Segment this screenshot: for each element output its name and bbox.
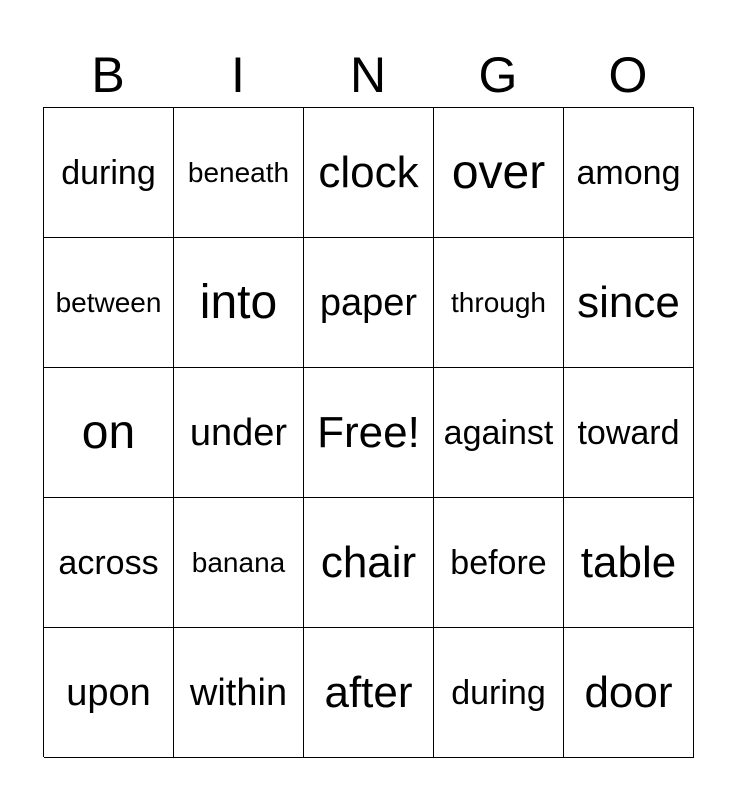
bingo-cell[interactable]: on: [44, 368, 174, 498]
bingo-cell[interactable]: banana: [174, 498, 304, 628]
bingo-cell[interactable]: between: [44, 238, 174, 368]
bingo-cell[interactable]: door: [564, 628, 694, 758]
bingo-cell[interactable]: clock: [304, 108, 434, 238]
bingo-cell[interactable]: against: [434, 368, 564, 498]
bingo-board: [43, 107, 694, 757]
header-letter-b: B: [91, 47, 125, 103]
bingo-cell[interactable]: before: [434, 498, 564, 628]
bingo-cell[interactable]: since: [564, 238, 694, 368]
bingo-cell[interactable]: under: [174, 368, 304, 498]
bingo-cell free-space[interactable]: Free!: [304, 368, 434, 498]
bingo-cell[interactable]: within: [174, 628, 304, 758]
header-letter-o: O: [608, 47, 648, 103]
bingo-cell[interactable]: chair: [304, 498, 434, 628]
header-letter-i: I: [231, 47, 245, 103]
bingo-cell[interactable]: table: [564, 498, 694, 628]
bingo-cell[interactable]: during: [44, 108, 174, 238]
bingo-cell[interactable]: beneath: [174, 108, 304, 238]
bingo-cell[interactable]: through: [434, 238, 564, 368]
bingo-cell[interactable]: upon: [44, 628, 174, 758]
bingo-cell[interactable]: across: [44, 498, 174, 628]
bingo-cell[interactable]: toward: [564, 368, 694, 498]
bingo-cell[interactable]: after: [304, 628, 434, 758]
header-letter-n: N: [349, 47, 387, 103]
bingo-cell[interactable]: among: [564, 108, 694, 238]
bingo-cell[interactable]: over: [434, 108, 564, 238]
header-letter-g: G: [478, 47, 518, 103]
bingo-cell[interactable]: into: [174, 238, 304, 368]
bingo-cell[interactable]: paper: [304, 238, 434, 368]
bingo-cell[interactable]: during: [434, 628, 564, 758]
bingo-header: [43, 44, 693, 106]
